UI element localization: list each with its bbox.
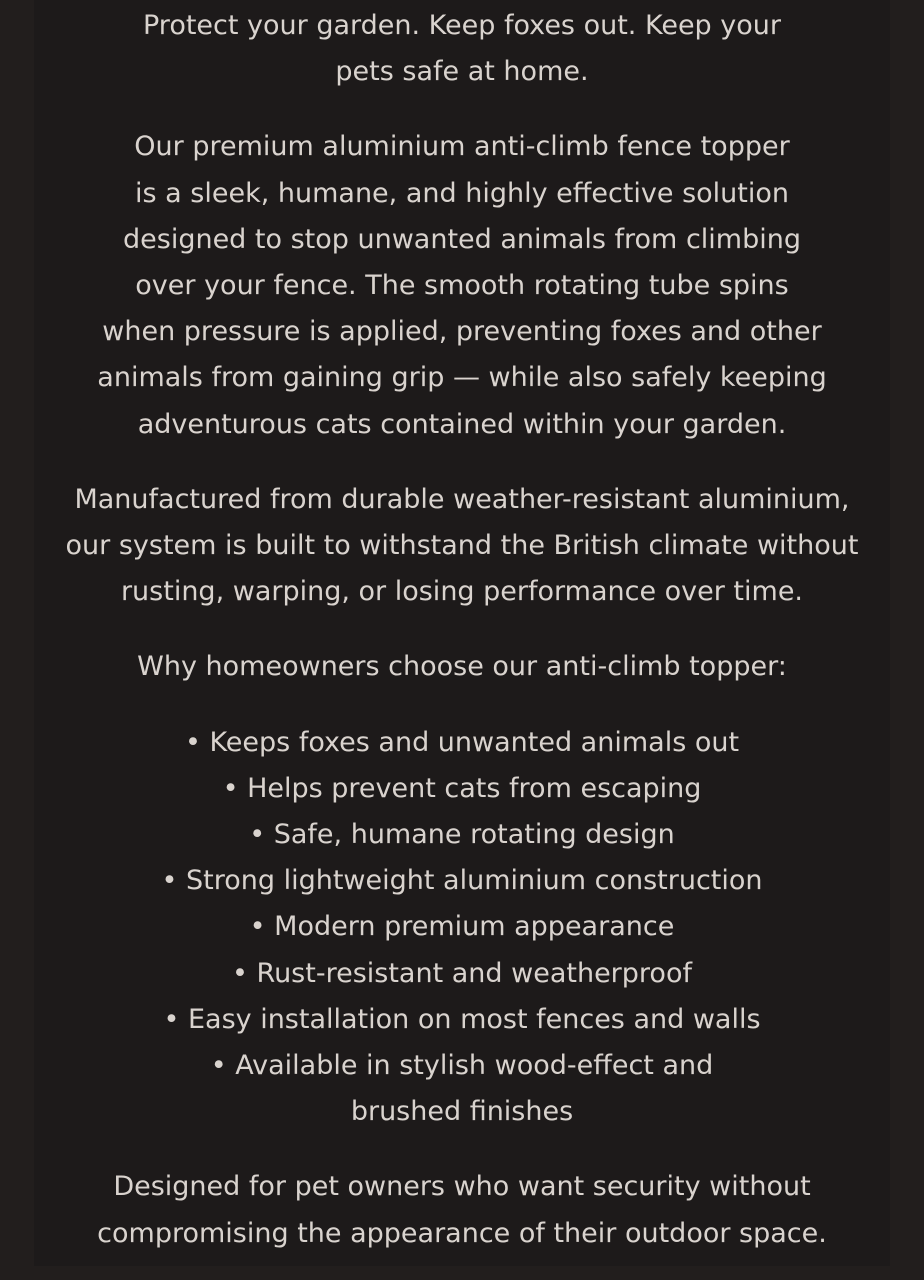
why-heading: Why homeowners choose our anti-climb topper: bbox=[137, 651, 787, 683]
benefits-list bbox=[0, 720, 924, 1136]
closing-paragraph: Designed for pet owners who want security without compromising the appearance of their outdoor space. bbox=[97, 1171, 827, 1249]
list-item: • Safe, humane rotating design bbox=[249, 819, 675, 851]
list-item: • Keeps foxes and unwanted animals out bbox=[184, 726, 740, 758]
list-item: • Helps prevent cats from escaping bbox=[222, 772, 702, 804]
list-item: • Strong lightweight aluminium construction bbox=[161, 865, 763, 897]
list-item: • Modern premium appearance bbox=[249, 911, 675, 943]
product-paragraph: Our premium aluminium anti-climb fence topper is a sleek, humane, and highly effective solution designed to stop unwanted animals from climbing over your fence. The smooth rotating tube spins when pressure is applied, preventing foxes and other animals from gaining grip — while also safely keeping adventurous cats contained within your garden. bbox=[97, 131, 827, 440]
intro-text: Protect your garden. Keep foxes out. Keep your pets safe at home. bbox=[143, 10, 781, 88]
list-item: • Rust-resistant and weatherproof bbox=[232, 957, 692, 989]
list-item: • Available in stylish wood-effect and brushed finishes bbox=[210, 1050, 714, 1128]
list-item: • Easy installation on most fences and walls bbox=[163, 1003, 761, 1035]
material-paragraph: Manufactured from durable weather-resistant aluminium, our system is built to withstand the British climate without rusting, warping, or losing performance over time. bbox=[65, 483, 859, 608]
